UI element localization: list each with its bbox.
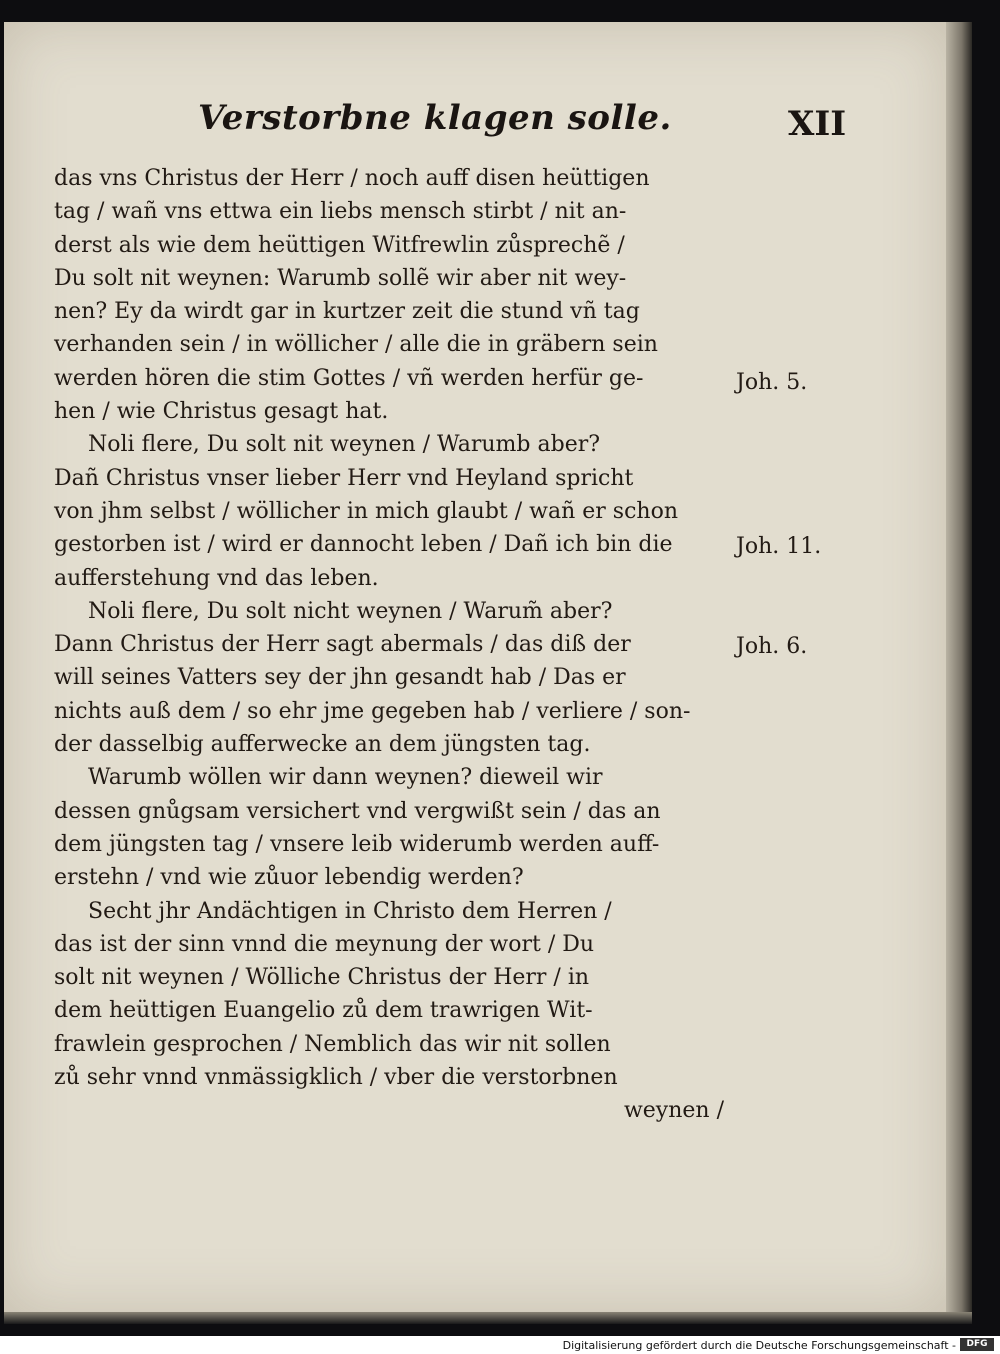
footer-credit: Digitalisierung gefördert durch die Deutsche Forschungsgemeinschaft - — [562, 1339, 956, 1352]
text-line: verhanden sein / in wöllicher / alle die in gräbern sein — [54, 332, 658, 358]
text-line: von jhm selbst / wöllicher in mich glaubt / wañ er schon — [54, 498, 678, 524]
text-line: derst als wie dem heüttigen Witfrewlin zůsprechẽ / — [54, 232, 625, 258]
text-line: erstehn / vnd wie zůuor lebendig werden? — [54, 865, 524, 891]
text-line: nen? Ey da wirdt gar in kurtzer zeit die stund vñ tag — [54, 299, 640, 325]
text-line: gestorben ist / wird er dannocht leben / Dañ ich bin die — [54, 532, 673, 558]
page-bottom-shadow — [4, 1312, 972, 1324]
text-line: werden hören die stim Gottes / vñ werden herfür ge- — [54, 365, 644, 391]
text-line: Warumb wöllen wir dann weynen? dieweil wir — [88, 765, 603, 791]
text-line: will seines Vatters sey der jhn gesandt hab / Das er — [54, 665, 626, 691]
page-edge-shadow — [946, 22, 972, 1312]
text-line: Dann Christus der Herr sagt abermals / das diß der — [54, 632, 631, 658]
text-line: Noli flere, Du solt nicht weynen / Warum̃ aber? — [88, 598, 613, 624]
text-line: der dasselbig aufferwecke an dem jüngsten tag. — [54, 732, 591, 758]
text-line: dem heüttigen Euangelio zů dem trawrigen Wit- — [54, 998, 593, 1024]
folio-number: XII — [788, 104, 847, 144]
text-line: hen / wie Christus gesagt hat. — [54, 399, 389, 425]
marginal-note: Joh. 6. — [736, 634, 808, 659]
marginal-note: Joh. 11. — [736, 534, 822, 559]
text-line: Du solt nit weynen: Warumb sollẽ wir aber nit wey- — [54, 265, 627, 291]
marginal-note: Joh. 5. — [736, 370, 808, 395]
text-line: dessen gnůgsam versichert vnd vergwißt sein / das an — [54, 798, 661, 824]
text-line: Noli flere, Du solt nit weynen / Warumb aber? — [88, 432, 601, 458]
text-line: frawlein gesprochen / Nemblich das wir nit sollen — [54, 1031, 611, 1057]
running-head-title: Verstorbne klagen solle. — [198, 98, 672, 138]
text-line: nichts auß dem / so ehr jme gegeben hab / verliere / son- — [54, 698, 691, 724]
text-line: dem jüngsten tag / vnsere leib widerumb werden auff- — [54, 831, 660, 857]
dfg-logo: DFG — [960, 1338, 994, 1351]
text-line: Secht jhr Andächtigen in Christo dem Herren / — [88, 898, 612, 924]
text-line: zů sehr vnnd vnmässigklich / vber die verstorbnen — [54, 1065, 618, 1091]
text-line: tag / wañ vns ettwa ein liebs mensch stirbt / nit an- — [54, 199, 627, 225]
body-text — [54, 162, 734, 1128]
text-line: Dañ Christus vnser lieber Herr vnd Heyland spricht — [54, 465, 634, 491]
text-line: aufferstehung vnd das leben. — [54, 565, 379, 591]
text-line: das ist der sinn vnnd die meynung der wort / Du — [54, 931, 595, 957]
text-line: weynen / — [623, 1098, 724, 1124]
text-line: solt nit weynen / Wölliche Christus der Herr / in — [54, 965, 590, 991]
text-line: das vns Christus der Herr / noch auff disen heüttigen — [54, 166, 650, 191]
